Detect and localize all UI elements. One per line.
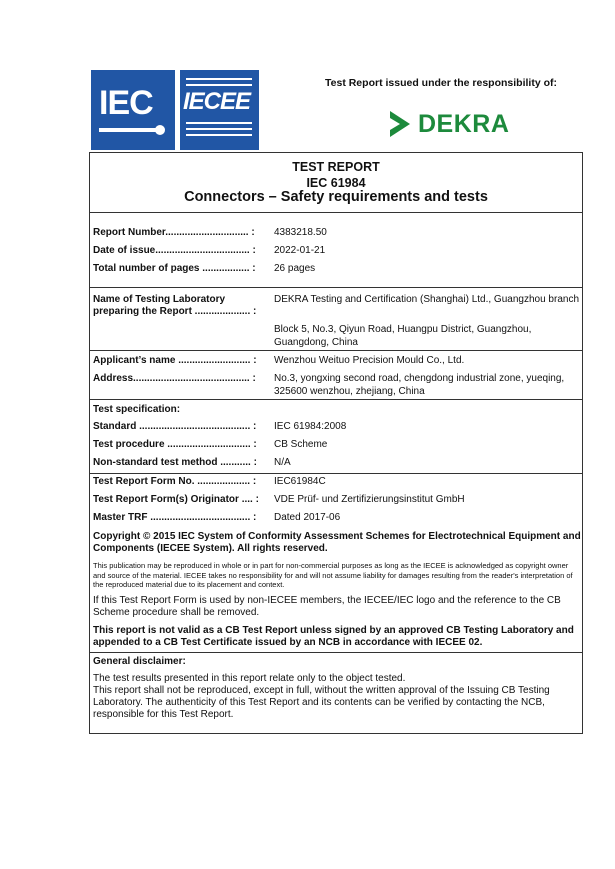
applicant-address-label: Address.......................................... : (93, 373, 256, 384)
test-spec-heading: Test specification: (93, 404, 181, 415)
copyright-heading: Copyright © 2015 IEC System of Conformity Assessment Schemes for Electrotechnical Equipment and Components (IECEE System). All rights reserved. (93, 531, 581, 554)
master-trf-value: Dated 2017-06 (274, 512, 341, 523)
dekra-wordmark: DEKRA (418, 109, 510, 138)
applicant-name-value: Wenzhou Weituo Precision Mould Co., Ltd. (274, 355, 465, 366)
report-standard: IEC 61984 (306, 176, 366, 190)
divider (89, 287, 583, 288)
disclaimer-heading: General disclaimer: (93, 656, 186, 667)
form-number-label: Test Report Form No. ................... : (93, 476, 257, 487)
disclaimer-line1: The test results presented in this report relate only to the object tested. (93, 673, 406, 684)
dekra-logo (388, 108, 509, 140)
iecee-logo-text: IECEE (183, 88, 251, 115)
validity-notice: This report is not valid as a CB Test Report unless signed by an approved CB Testing Laboratory and appended to a CB Test Certificate issued by an NCB in accordance with IECEE 02. (93, 625, 574, 648)
disclaimer-line2: This report shall not be reproduced, except in full, without the written approval of the Issuing CB Testing Laboratory. The authenticity of this Test Report and its contents can be verified by contacting the NCB, responsible for this Test Report. (93, 685, 550, 720)
iecee-logo (180, 70, 259, 150)
non-standard-method-value: N/A (274, 457, 291, 468)
divider (89, 399, 583, 400)
iecee-logo-line (186, 128, 252, 130)
responsibility-note: Test Report issued under the responsibility of: (325, 77, 557, 89)
standard-label: Standard ........................................ : (93, 421, 257, 432)
iecee-logo-line (186, 84, 252, 86)
divider (89, 652, 583, 653)
form-number-value: IEC61984C (274, 476, 326, 487)
iec-logo-bar (99, 128, 161, 132)
report-number-label: Report Number.............................. : (93, 227, 255, 238)
divider (89, 212, 583, 213)
date-of-issue-label: Date of issue.................................. : (93, 245, 256, 256)
lab-address-value: Block 5, No.3, Qiyun Road, Huangpu District, Guangzhou, Guangdong, China (274, 324, 532, 348)
divider (89, 473, 583, 474)
standard-value: IEC 61984:2008 (274, 421, 347, 432)
report-subject: Connectors – Safety requirements and tests (184, 189, 488, 205)
date-of-issue-value: 2022-01-21 (274, 245, 326, 256)
non-standard-method-label: Non-standard test method ........... : (93, 457, 257, 468)
dekra-mark-icon (388, 109, 412, 139)
iecee-logo-line (186, 78, 252, 80)
lab-name-label-line2: preparing the Report .................... : (93, 306, 257, 317)
total-pages-value: 26 pages (274, 263, 316, 274)
test-procedure-label: Test procedure .............................. : (93, 439, 257, 450)
report-title: TEST REPORT (292, 160, 380, 174)
iec-logo (91, 70, 175, 150)
applicant-name-label: Applicant’s name .......................... : (93, 355, 257, 366)
master-trf-label: Master TRF .................................... : (93, 512, 257, 523)
report-number-value: 4383218.50 (274, 227, 327, 238)
form-originator-label: Test Report Form(s) Originator .... : (93, 494, 259, 505)
iec-logo-dot (155, 125, 165, 135)
iecee-logo-line (186, 122, 252, 124)
test-procedure-value: CB Scheme (274, 439, 328, 450)
lab-name-value: DEKRA Testing and Certification (Shanghai) Ltd., Guangzhou branch (274, 294, 579, 305)
iecee-logo-line (186, 134, 252, 136)
total-pages-label: Total number of pages ................. : (93, 263, 256, 274)
form-originator-value: VDE Prüf- und Zertifizierungsinstitut GmbH (274, 494, 465, 505)
copyright-small-print: This publication may be reproduced in whole or in part for non-commercial purposes as long as the IECEE is acknowledged as copyright owner and source of the material. IECEE takes no responsibility for and will not assume liability for damages resulting from the reader's interpretation of the reproduced material due to its placement and context. (93, 561, 573, 589)
applicant-address-value: No.3, yongxing second road, chengdong industrial zone, yueqing, 325600 wenzhou, zhejiang, China (274, 373, 565, 397)
divider (89, 350, 583, 351)
lab-name-label-line1: Name of Testing Laboratory (93, 294, 226, 305)
non-member-notice: If this Test Report Form is used by non-IECEE members, the IECEE/IEC logo and the reference to the CB Scheme procedure shall be removed. (93, 595, 561, 618)
iec-logo-text: IEC (99, 84, 153, 122)
